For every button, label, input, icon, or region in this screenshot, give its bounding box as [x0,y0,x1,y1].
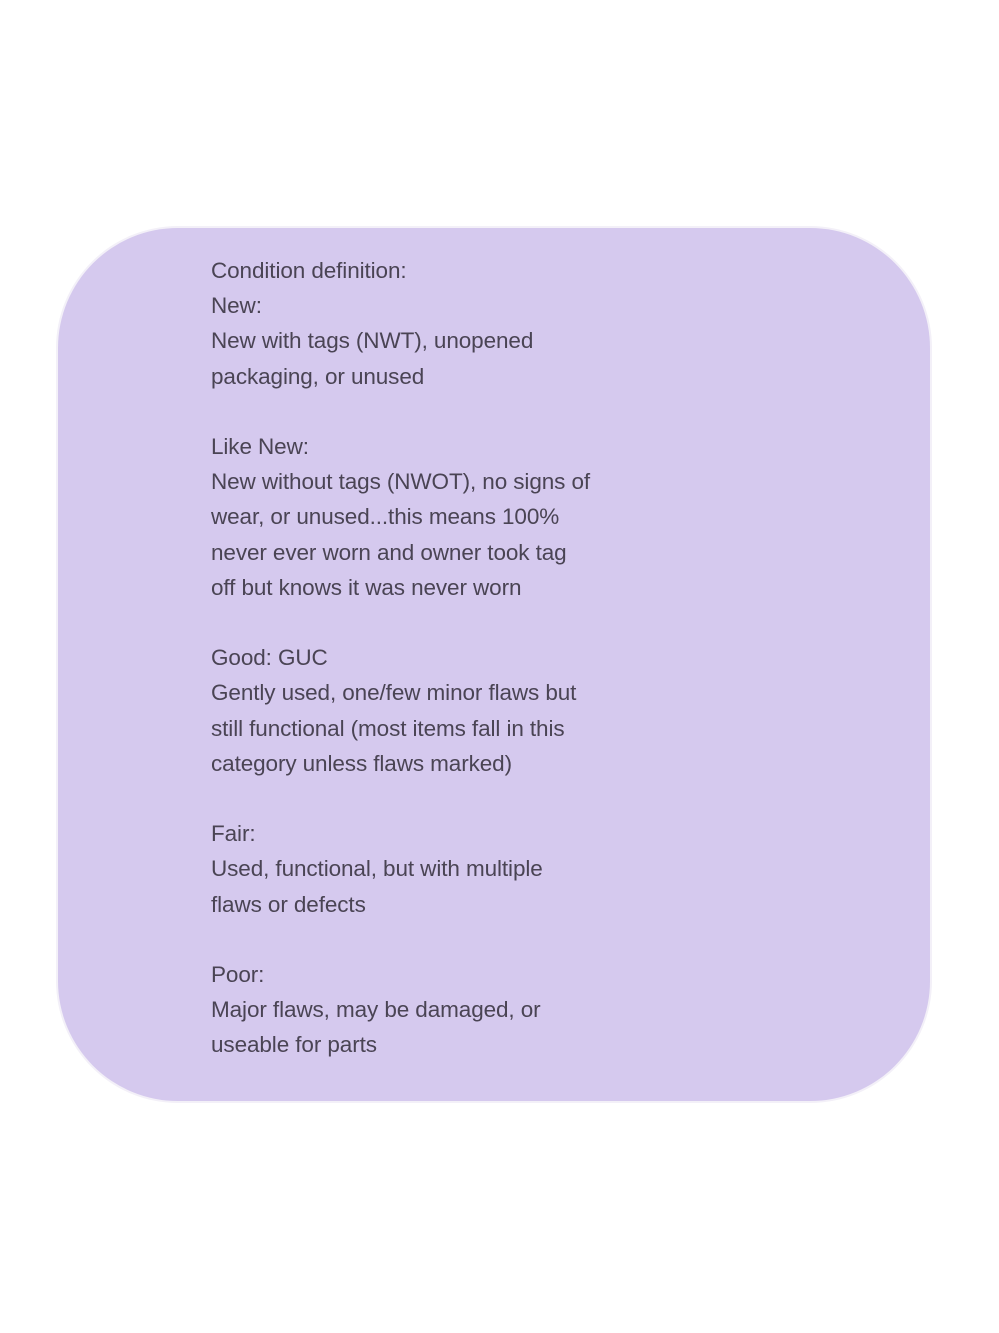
like-new-description-line: wear, or unused...this means 100% [211,504,560,530]
new-description-line: New with tags (NWT), unopened [211,328,534,354]
section-spacer [211,781,691,816]
fair-description-line: flaws or defects [211,891,366,917]
poor-description-line: useable for parts [211,1032,377,1058]
fair-label: Fair: [211,821,256,847]
good-label: Good: GUC [211,645,328,671]
like-new-description-line: off but knows it was never worn [211,574,522,600]
condition-definition-card [58,228,930,1101]
fair-description-line: Used, functional, but with multiple [211,856,543,882]
good-description-line: still functional (most items fall in this [211,715,565,741]
new-label: New: [211,293,262,319]
card-heading: Condition definition: [211,258,407,283]
section-spacer [211,922,691,957]
poor-description-line: Major flaws, may be damaged, or [211,997,541,1023]
like-new-description-line: never ever worn and owner took tag [211,539,567,565]
good-description-line: category unless flaws marked) [211,750,512,776]
poor-label: Poor: [211,962,265,987]
section-spacer [211,394,691,429]
condition-definition-text [211,253,691,1063]
new-description-line: packaging, or unused [211,363,425,389]
like-new-label: Like New: [211,434,309,459]
like-new-description-line: New without tags (NWOT), no signs of [211,469,591,495]
section-spacer [211,605,691,640]
good-description-line: Gently used, one/few minor flaws but [211,680,577,706]
